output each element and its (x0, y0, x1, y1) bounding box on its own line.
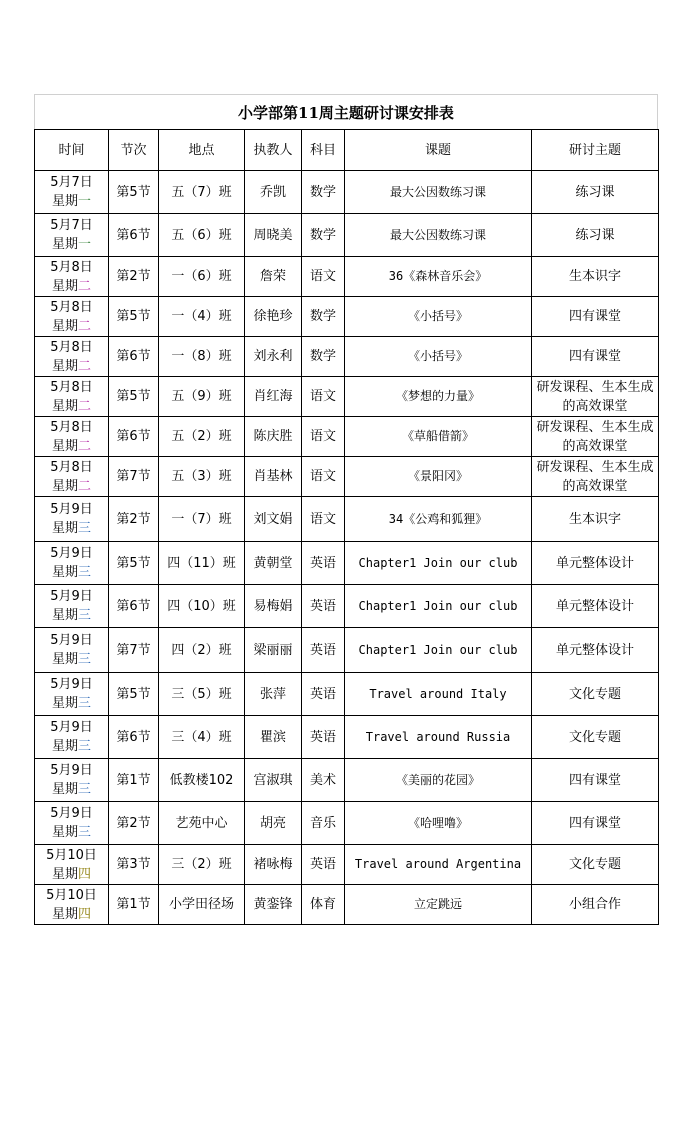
cell-topic: Chapter1 Join our club (345, 542, 532, 585)
cell-theme: 生本识字 (532, 257, 659, 297)
date-text: 5月8日 (50, 259, 93, 275)
cell-place: 五（6）班 (159, 214, 245, 257)
date-text: 5月8日 (50, 459, 93, 475)
cell-place: 低教楼102 (159, 759, 245, 802)
cell-teacher: 宫淑琪 (245, 759, 302, 802)
cell-theme: 小组合作 (532, 885, 659, 925)
cell-theme: 研发课程、生本生成的高效课堂 (532, 457, 659, 497)
cell-theme: 文化专题 (532, 845, 659, 885)
cell-theme: 单元整体设计 (532, 628, 659, 673)
weekday-prefix: 星期 (51, 782, 78, 797)
date-text: 5月9日 (50, 546, 93, 561)
cell-teacher: 梁丽丽 (245, 628, 302, 673)
cell-teacher: 褚咏梅 (245, 845, 302, 885)
cell-topic: 《景阳冈》 (345, 457, 532, 497)
cell-time (35, 171, 109, 214)
weekday-char: 三 (78, 652, 92, 667)
cell-period: 第3节 (109, 845, 159, 885)
weekday-line (35, 563, 108, 582)
weekday-char: 四 (78, 906, 92, 922)
cell-topic: Chapter1 Join our club (345, 628, 532, 673)
date-text: 5月9日 (50, 502, 93, 517)
cell-teacher: 黄銮锋 (245, 885, 302, 925)
cell-subject: 美术 (302, 759, 345, 802)
cell-topic: Travel around Italy (345, 673, 532, 716)
cell-teacher: 詹荣 (245, 257, 302, 297)
weekday-char: 二 (78, 318, 92, 334)
date-text: 5月8日 (50, 419, 93, 435)
cell-time (35, 377, 109, 417)
date-text: 5月7日 (50, 218, 93, 233)
table-title: 小学部第11周主题研讨课安排表 (34, 94, 658, 129)
cell-theme: 单元整体设计 (532, 585, 659, 628)
cell-place: 一（4）班 (159, 297, 245, 337)
date-text: 5月8日 (50, 339, 93, 355)
cell-subject: 数学 (302, 297, 345, 337)
weekday-prefix: 星期 (51, 565, 78, 580)
cell-period: 第5节 (109, 542, 159, 585)
weekday-prefix: 星期 (51, 398, 78, 414)
cell-place: 三（4）班 (159, 716, 245, 759)
cell-time (35, 716, 109, 759)
cell-subject: 英语 (302, 628, 345, 673)
weekday-char: 四 (78, 866, 92, 882)
schedule-sheet (34, 94, 658, 925)
cell-subject: 数学 (302, 214, 345, 257)
weekday-prefix: 星期 (51, 478, 78, 494)
table-row (35, 337, 659, 377)
cell-topic: 《草船借箭》 (345, 417, 532, 457)
cell-time (35, 845, 109, 885)
cell-period: 第6节 (109, 585, 159, 628)
weekday-char: 二 (78, 278, 92, 294)
date-text: 5月8日 (50, 299, 93, 315)
cell-time (35, 585, 109, 628)
cell-period: 第2节 (109, 497, 159, 542)
weekday-line (35, 694, 108, 713)
cell-teacher: 黄朝堂 (245, 542, 302, 585)
weekday-line (35, 397, 108, 416)
date-text: 5月9日 (50, 633, 93, 648)
cell-place: 五（3）班 (159, 457, 245, 497)
table-row (35, 417, 659, 457)
cell-period: 第5节 (109, 297, 159, 337)
cell-subject: 体育 (302, 885, 345, 925)
weekday-char: 二 (78, 478, 92, 494)
weekday-prefix: 星期 (51, 652, 78, 667)
header-row (35, 130, 659, 171)
cell-teacher: 张萍 (245, 673, 302, 716)
table-row (35, 802, 659, 845)
table-row (35, 628, 659, 673)
cell-period: 第5节 (109, 377, 159, 417)
cell-time (35, 673, 109, 716)
cell-teacher: 易梅娟 (245, 585, 302, 628)
header-subject: 科目 (302, 130, 345, 171)
table-row (35, 497, 659, 542)
cell-theme: 四有课堂 (532, 802, 659, 845)
weekday-line (35, 606, 108, 625)
table-row (35, 457, 659, 497)
cell-teacher: 乔凯 (245, 171, 302, 214)
cell-subject: 语文 (302, 377, 345, 417)
weekday-char: 三 (78, 782, 92, 797)
cell-theme: 练习课 (532, 171, 659, 214)
date-text: 5月9日 (50, 806, 93, 821)
cell-topic: Chapter1 Join our club (345, 585, 532, 628)
cell-time (35, 457, 109, 497)
cell-teacher: 徐艳珍 (245, 297, 302, 337)
weekday-prefix: 星期 (51, 608, 78, 623)
cell-subject: 英语 (302, 542, 345, 585)
cell-place: 小学田径场 (159, 885, 245, 925)
cell-period: 第6节 (109, 417, 159, 457)
weekday-char: 三 (78, 739, 92, 754)
cell-time (35, 297, 109, 337)
weekday-line (35, 865, 108, 884)
cell-topic: 《小括号》 (345, 297, 532, 337)
cell-subject: 英语 (302, 716, 345, 759)
table-row (35, 673, 659, 716)
cell-place: 四（11）班 (159, 542, 245, 585)
cell-time (35, 497, 109, 542)
cell-period: 第5节 (109, 171, 159, 214)
cell-time (35, 759, 109, 802)
cell-theme: 四有课堂 (532, 297, 659, 337)
weekday-line (35, 235, 108, 254)
cell-period: 第7节 (109, 628, 159, 673)
weekday-line (35, 477, 108, 496)
cell-period: 第1节 (109, 759, 159, 802)
table-row (35, 585, 659, 628)
table-row (35, 885, 659, 925)
cell-topic: 最大公因数练习课 (345, 171, 532, 214)
date-text: 5月9日 (50, 720, 93, 735)
table-row (35, 759, 659, 802)
weekday-prefix: 星期 (51, 521, 78, 536)
cell-theme: 练习课 (532, 214, 659, 257)
cell-topic: 最大公因数练习课 (345, 214, 532, 257)
cell-subject: 数学 (302, 337, 345, 377)
schedule-table (34, 129, 659, 925)
cell-place: 一（8）班 (159, 337, 245, 377)
cell-place: 四（2）班 (159, 628, 245, 673)
weekday-char: 一 (78, 194, 92, 209)
cell-place: 五（7）班 (159, 171, 245, 214)
cell-subject: 语文 (302, 257, 345, 297)
cell-place: 一（7）班 (159, 497, 245, 542)
date-text: 5月9日 (50, 677, 93, 692)
date-text: 5月10日 (46, 887, 97, 903)
cell-subject: 英语 (302, 673, 345, 716)
weekday-prefix: 星期 (51, 438, 78, 454)
header-teacher: 执教人 (245, 130, 302, 171)
cell-time (35, 417, 109, 457)
cell-topic: 《哈哩噜》 (345, 802, 532, 845)
cell-topic: 《美丽的花园》 (345, 759, 532, 802)
cell-topic: 34《公鸡和狐狸》 (345, 497, 532, 542)
cell-topic: 36《森林音乐会》 (345, 257, 532, 297)
cell-time (35, 802, 109, 845)
cell-place: 三（2）班 (159, 845, 245, 885)
table-row (35, 171, 659, 214)
cell-teacher: 周晓美 (245, 214, 302, 257)
cell-place: 一（6）班 (159, 257, 245, 297)
cell-theme: 研发课程、生本生成的高效课堂 (532, 417, 659, 457)
weekday-line (35, 519, 108, 538)
weekday-char: 三 (78, 565, 92, 580)
cell-teacher: 胡亮 (245, 802, 302, 845)
cell-subject: 英语 (302, 585, 345, 628)
weekday-char: 三 (78, 521, 92, 536)
cell-theme: 研发课程、生本生成的高效课堂 (532, 377, 659, 417)
cell-place: 三（5）班 (159, 673, 245, 716)
date-text: 5月7日 (50, 175, 93, 190)
cell-subject: 语文 (302, 457, 345, 497)
cell-place: 五（9）班 (159, 377, 245, 417)
cell-subject: 语文 (302, 497, 345, 542)
date-text: 5月8日 (50, 379, 93, 395)
table-row (35, 297, 659, 337)
cell-time (35, 337, 109, 377)
table-row (35, 542, 659, 585)
cell-place: 五（2）班 (159, 417, 245, 457)
cell-time (35, 628, 109, 673)
weekday-prefix: 星期 (51, 696, 78, 711)
weekday-char: 三 (78, 608, 92, 623)
cell-time (35, 542, 109, 585)
table-row (35, 716, 659, 759)
table-row (35, 845, 659, 885)
header-time: 时间 (35, 130, 109, 171)
weekday-char: 二 (78, 438, 92, 454)
cell-place: 艺苑中心 (159, 802, 245, 845)
cell-time (35, 885, 109, 925)
date-text: 5月9日 (50, 763, 93, 778)
header-theme: 研讨主题 (532, 130, 659, 171)
weekday-line (35, 905, 108, 924)
weekday-line (35, 780, 108, 799)
weekday-prefix: 星期 (51, 318, 78, 334)
weekday-prefix: 星期 (51, 866, 78, 882)
weekday-char: 三 (78, 696, 92, 711)
cell-topic: Travel around Russia (345, 716, 532, 759)
table-row (35, 377, 659, 417)
cell-teacher: 刘永利 (245, 337, 302, 377)
weekday-char: 二 (78, 358, 92, 374)
cell-teacher: 肖基林 (245, 457, 302, 497)
weekday-prefix: 星期 (51, 825, 78, 840)
weekday-prefix: 星期 (51, 194, 78, 209)
cell-theme: 四有课堂 (532, 337, 659, 377)
cell-subject: 数学 (302, 171, 345, 214)
cell-period: 第6节 (109, 214, 159, 257)
weekday-prefix: 星期 (51, 358, 78, 374)
weekday-line (35, 277, 108, 296)
cell-period: 第6节 (109, 337, 159, 377)
cell-period: 第7节 (109, 457, 159, 497)
weekday-char: 一 (78, 237, 92, 252)
weekday-prefix: 星期 (51, 739, 78, 754)
cell-theme: 单元整体设计 (532, 542, 659, 585)
cell-period: 第2节 (109, 257, 159, 297)
cell-subject: 语文 (302, 417, 345, 457)
cell-period: 第6节 (109, 716, 159, 759)
cell-teacher: 肖红海 (245, 377, 302, 417)
weekday-char: 三 (78, 825, 92, 840)
cell-time (35, 257, 109, 297)
cell-teacher: 刘文娟 (245, 497, 302, 542)
weekday-line (35, 437, 108, 456)
cell-period: 第2节 (109, 802, 159, 845)
date-text: 5月9日 (50, 589, 93, 604)
weekday-line (35, 192, 108, 211)
cell-teacher: 瞿滨 (245, 716, 302, 759)
weekday-char: 二 (78, 398, 92, 414)
cell-period: 第5节 (109, 673, 159, 716)
cell-place: 四（10）班 (159, 585, 245, 628)
weekday-line (35, 357, 108, 376)
weekday-line (35, 823, 108, 842)
header-topic: 课题 (345, 130, 532, 171)
cell-theme: 四有课堂 (532, 759, 659, 802)
cell-theme: 文化专题 (532, 716, 659, 759)
weekday-prefix: 星期 (51, 906, 78, 922)
cell-period: 第1节 (109, 885, 159, 925)
date-text: 5月10日 (46, 847, 97, 863)
table-row (35, 257, 659, 297)
cell-topic: 《小括号》 (345, 337, 532, 377)
cell-teacher: 陈庆胜 (245, 417, 302, 457)
header-period: 节次 (109, 130, 159, 171)
weekday-line (35, 737, 108, 756)
cell-theme: 生本识字 (532, 497, 659, 542)
cell-subject: 音乐 (302, 802, 345, 845)
weekday-prefix: 星期 (51, 237, 78, 252)
cell-topic: 《梦想的力量》 (345, 377, 532, 417)
cell-theme: 文化专题 (532, 673, 659, 716)
header-place: 地点 (159, 130, 245, 171)
cell-time (35, 214, 109, 257)
cell-topic: 立定跳远 (345, 885, 532, 925)
cell-topic: Travel around Argentina (345, 845, 532, 885)
weekday-prefix: 星期 (51, 278, 78, 294)
table-row (35, 214, 659, 257)
weekday-line (35, 650, 108, 669)
weekday-line (35, 317, 108, 336)
cell-subject: 英语 (302, 845, 345, 885)
